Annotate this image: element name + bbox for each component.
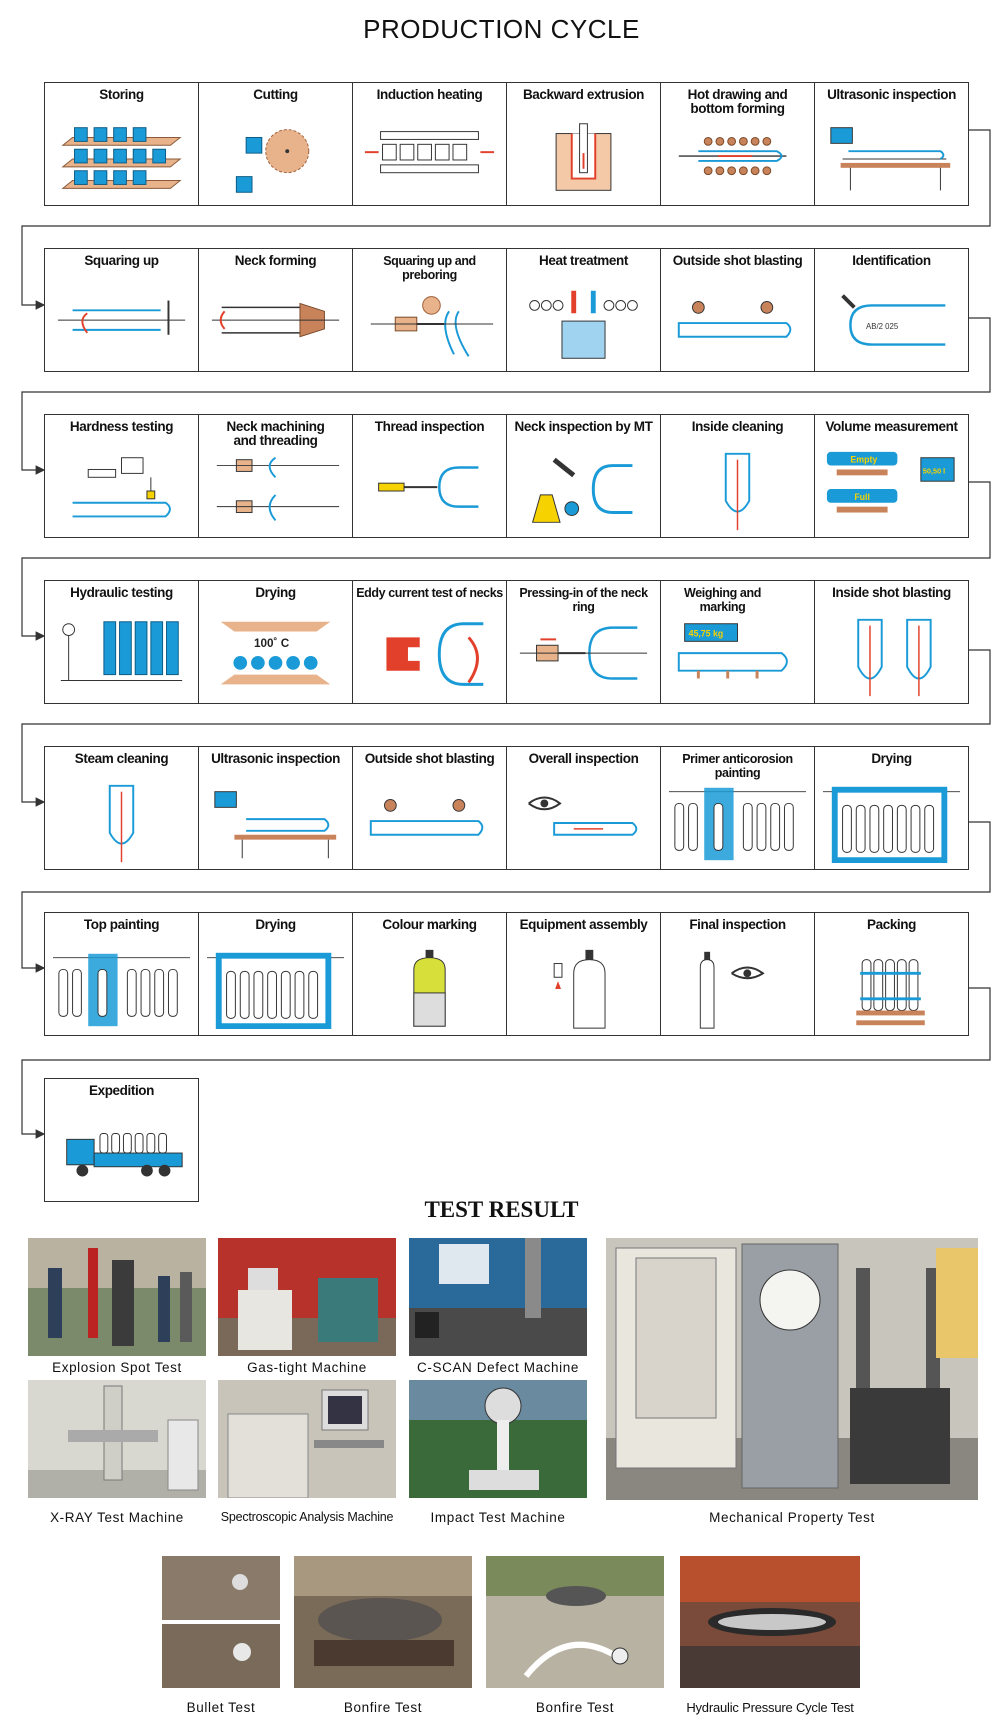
- shot-blaster-icon: [669, 285, 806, 365]
- step-label: Inside shot blasting: [832, 585, 951, 600]
- scale-display-icon: [669, 617, 806, 697]
- step-neck-forming: [198, 248, 353, 372]
- step-squaring-preboring: [352, 248, 507, 372]
- step-drying-oven: [198, 580, 353, 704]
- paint-booth-icon: [669, 783, 806, 863]
- caption-gas-tight-machine: Gas-tight Machine: [247, 1360, 367, 1375]
- step-label: Outside shot blasting: [364, 751, 495, 766]
- step-label: Weighing and marking: [684, 586, 761, 614]
- step-label: Ultrasonic inspection: [827, 87, 956, 102]
- step-overall-inspection: [506, 746, 661, 870]
- ultrasonic-scanner-icon: [207, 783, 344, 863]
- inside-blaster-icon: [823, 617, 960, 697]
- step-label: Induction heating: [376, 87, 483, 102]
- drying-oven-icon: [207, 617, 344, 697]
- full-label: Full: [854, 491, 870, 502]
- step-label: Eddy current test of necks: [356, 586, 503, 600]
- step-hot-drawing: [660, 82, 815, 206]
- step-label: Ultrasonic inspection: [211, 751, 340, 766]
- step-neck-machining: [198, 414, 353, 538]
- photo-bullet-test: [162, 1556, 280, 1688]
- induction-coil-icon: [361, 119, 498, 199]
- caption-impact-test-machine: Impact Test Machine: [430, 1510, 566, 1525]
- photo-gas-tight-machine: [218, 1238, 396, 1356]
- page-title: PRODUCTION CYCLE: [363, 14, 640, 44]
- step-label: Volume measurement: [825, 419, 958, 434]
- step-drying-booth-2: [198, 912, 353, 1036]
- step-label: Primer anticorosion painting: [682, 752, 793, 780]
- step-heat-treatment: [506, 248, 661, 372]
- photo-spectroscopic-machine: [218, 1380, 396, 1498]
- thread-gauge-icon: [361, 451, 498, 531]
- press-icon: [515, 617, 652, 697]
- pallet-icon: [823, 949, 960, 1029]
- step-label: Neck forming: [234, 253, 317, 268]
- step-label: Hydraulic testing: [70, 585, 173, 600]
- furnace-icon: [515, 285, 652, 365]
- step-colour-marking: [352, 912, 507, 1036]
- caption-c-scan-defect-machine: C-SCAN Defect Machine: [417, 1360, 579, 1375]
- identification-tag: AB/2 025: [866, 321, 899, 331]
- weight-readout: 45,75 kg: [688, 628, 724, 639]
- photo-c-scan-defect-machine: [409, 1238, 587, 1356]
- step-volume-measurement: [814, 414, 969, 538]
- photo-explosion-spot-test: [28, 1238, 206, 1356]
- step-label: Top painting: [83, 917, 160, 932]
- step-label: Drying: [255, 917, 296, 932]
- step-pressing-neck-ring: [506, 580, 661, 704]
- step-eddy-current: [352, 580, 507, 704]
- drying-booth-icon: [823, 783, 960, 863]
- step-equipment-assembly: [506, 912, 661, 1036]
- caption-bonfire-test-2: Bonfire Test: [535, 1700, 615, 1715]
- eye-icon: [515, 783, 652, 863]
- test-result-title: TEST RESULT: [424, 1197, 579, 1222]
- step-label: Outside shot blasting: [672, 253, 803, 268]
- step-label: Overall inspection: [528, 751, 639, 766]
- step-label: Steam cleaning: [74, 751, 169, 766]
- step-identification: [814, 248, 969, 372]
- tube-cut-icon: [53, 285, 190, 365]
- step-label: Neck machining and threading: [226, 419, 325, 448]
- boring-tool-icon: [361, 285, 498, 365]
- eye-icon: [669, 949, 806, 1029]
- step-storing: [44, 82, 199, 206]
- photo-bonfire-test-1: [294, 1556, 472, 1688]
- step-primer-painting: [660, 746, 815, 870]
- step-label: Heat treatment: [539, 253, 628, 268]
- step-label: Packing: [867, 917, 916, 932]
- step-squaring-up: [44, 248, 199, 372]
- valve-icon: [515, 949, 652, 1029]
- caption-x-ray-test-machine: X-RAY Test Machine: [50, 1510, 184, 1525]
- step-final-inspection: [660, 912, 815, 1036]
- hydraulic-rack-icon: [53, 617, 190, 697]
- saw-icon: [207, 119, 344, 199]
- volume-readout: 50,50 l: [922, 466, 946, 476]
- step-label: Identification: [852, 253, 931, 268]
- step-label: Neck inspection by MT: [514, 419, 653, 434]
- photo-impact-test-machine: [409, 1380, 587, 1498]
- step-label: Drying: [871, 751, 912, 766]
- drying-booth-icon: [207, 949, 344, 1029]
- drawing-rollers-icon: [669, 119, 806, 199]
- ultrasonic-scanner-icon: [823, 119, 960, 199]
- caption-bullet-test: Bullet Test: [186, 1700, 256, 1715]
- step-drying-booth-1: [814, 746, 969, 870]
- caption-hydraulic-pressure-cycle-test: Hydraulic Pressure Cycle Test: [686, 1700, 854, 1715]
- step-label: Inside cleaning: [691, 419, 784, 434]
- neck-die-icon: [207, 285, 344, 365]
- step-label: Squaring up: [84, 253, 159, 268]
- step-packing: [814, 912, 969, 1036]
- volume-scale-icon: [823, 451, 960, 531]
- photo-bonfire-test-2: [486, 1556, 664, 1688]
- step-weighing-marking: [660, 580, 815, 704]
- step-expedition: [44, 1078, 199, 1202]
- step-outside-shot-blasting-2: [352, 746, 507, 870]
- step-inside-shot-blasting: [814, 580, 969, 704]
- magnetic-test-icon: [515, 451, 652, 531]
- stamp-icon: [823, 285, 960, 365]
- step-hardness-testing: [44, 414, 199, 538]
- step-steam-cleaning: [44, 746, 199, 870]
- step-label: Equipment assembly: [519, 917, 648, 932]
- step-cutting: [198, 82, 353, 206]
- step-label: Colour marking: [382, 917, 477, 932]
- eddy-probe-icon: [361, 617, 498, 697]
- shot-blaster-icon: [361, 783, 498, 863]
- step-backward-extrusion: [506, 82, 661, 206]
- extrusion-die-icon: [515, 119, 652, 199]
- shelf-icon: [53, 119, 190, 199]
- hardness-tester-icon: [53, 451, 190, 531]
- empty-label: Empty: [850, 454, 878, 465]
- step-label: Thread inspection: [374, 419, 485, 434]
- step-label: Squaring up and preboring: [383, 254, 476, 282]
- step-label: Backward extrusion: [522, 87, 645, 102]
- steam-nozzle-icon: [53, 783, 190, 863]
- oven-temperature: 100˚ C: [253, 637, 290, 651]
- step-hydraulic-testing: [44, 580, 199, 704]
- step-label: Cutting: [253, 87, 298, 102]
- step-neck-inspection-mt: [506, 414, 661, 538]
- step-outside-shot-blasting-1: [660, 248, 815, 372]
- lathe-icon: [207, 451, 344, 531]
- caption-spectroscopic-machine: Spectroscopic Analysis Machine: [220, 1510, 394, 1524]
- step-label: Hot drawing and bottom forming: [687, 87, 788, 116]
- cleaning-nozzle-icon: [669, 451, 806, 531]
- step-ultrasonic-inspection: [814, 82, 969, 206]
- step-label: Pressing-in of the neck ring: [519, 586, 648, 614]
- photo-hydraulic-pressure-cycle-test: [680, 1556, 860, 1688]
- caption-mechanical-property-test: Mechanical Property Test: [709, 1510, 875, 1525]
- photo-mechanical-property-test: [606, 1238, 978, 1500]
- caption-bonfire-test-1: Bonfire Test: [343, 1700, 423, 1715]
- step-induction-heating: [352, 82, 507, 206]
- cylinder-icon: [361, 949, 498, 1029]
- photo-x-ray-test-machine: [28, 1380, 206, 1498]
- step-thread-inspection: [352, 414, 507, 538]
- step-label: Storing: [99, 87, 144, 102]
- truck-icon: [53, 1115, 190, 1195]
- caption-explosion-spot-test: Explosion Spot Test: [52, 1360, 182, 1375]
- paint-booth-icon: [53, 949, 190, 1029]
- step-inside-cleaning: [660, 414, 815, 538]
- step-label: Drying: [255, 585, 296, 600]
- step-label: Hardness testing: [69, 419, 174, 434]
- step-label: Final inspection: [689, 917, 786, 932]
- step-top-painting: [44, 912, 199, 1036]
- step-label: Expedition: [88, 1083, 154, 1098]
- step-ultrasonic-inspection-2: [198, 746, 353, 870]
